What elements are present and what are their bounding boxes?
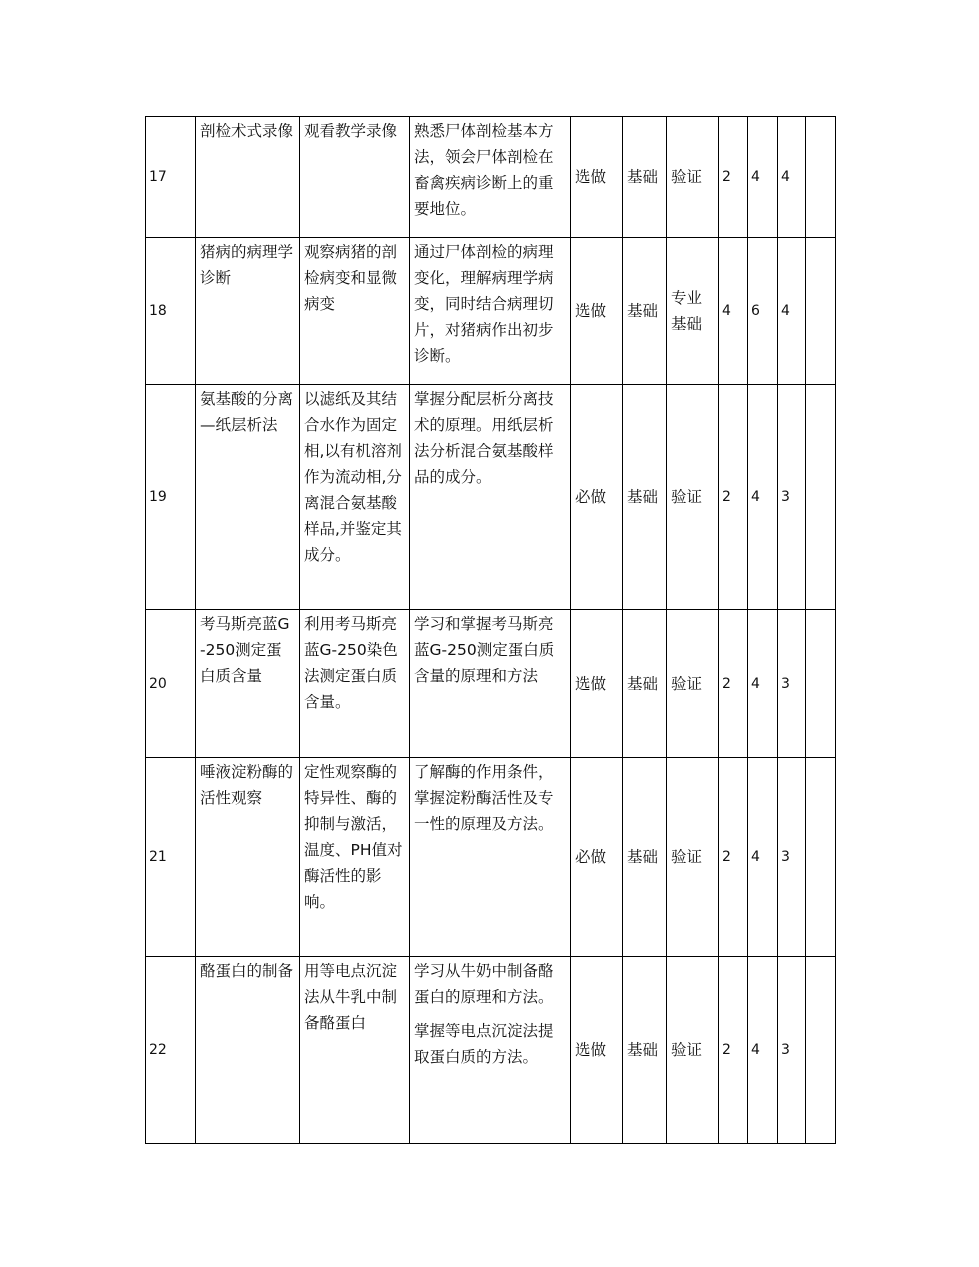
category: 基础	[623, 957, 667, 1144]
value-c: 4	[778, 238, 806, 385]
row-number: 17	[146, 117, 196, 238]
experiment-content: 用等电点沉淀法从牛乳中制备酪蛋白	[300, 957, 410, 1144]
row-number: 22	[146, 957, 196, 1144]
value-c: 3	[778, 385, 806, 610]
category: 基础	[623, 385, 667, 610]
row-number: 21	[146, 758, 196, 957]
value-d	[806, 238, 836, 385]
value-a: 2	[719, 610, 748, 758]
value-c: 3	[778, 957, 806, 1144]
experiment-type: 验证	[667, 117, 719, 238]
goal-text: 学习和掌握考马斯亮蓝G-250测定蛋白质含量的原理和方法	[414, 615, 555, 685]
value-d	[806, 957, 836, 1144]
value-a: 2	[719, 758, 748, 957]
requirement: 选做	[571, 117, 623, 238]
table-row	[146, 238, 836, 385]
experiment-content: 观察病猪的剖检病变和显微病变	[300, 238, 410, 385]
row-number: 19	[146, 385, 196, 610]
value-d	[806, 610, 836, 758]
requirement: 选做	[571, 957, 623, 1144]
experiment-goal	[410, 238, 571, 385]
experiment-goal	[410, 957, 571, 1144]
table-row	[146, 957, 836, 1144]
value-b: 4	[748, 758, 778, 957]
requirement: 必做	[571, 385, 623, 610]
experiment-type: 专业基础	[667, 238, 719, 385]
table-row	[146, 117, 836, 238]
experiment-goal	[410, 385, 571, 610]
goal-text: 掌握分配层析分离技术的原理。用纸层析法分析混合氨基酸样品的成分。	[414, 390, 554, 486]
goal-text: 通过尸体剖检的病理变化，理解病理学病变，同时结合病理切片，对猪病作出初步诊断。	[414, 243, 554, 365]
goal-text: 掌握等电点沉淀法提取蛋白质的方法。	[414, 1022, 554, 1066]
experiment-content: 定性观察酶的特异性、酶的抑制与激活，温度、PH值对酶活性的影响。	[300, 758, 410, 957]
requirement: 选做	[571, 238, 623, 385]
category: 基础	[623, 238, 667, 385]
requirement: 必做	[571, 758, 623, 957]
experiment-type: 验证	[667, 385, 719, 610]
value-b: 4	[748, 117, 778, 238]
value-c: 3	[778, 610, 806, 758]
value-b: 4	[748, 610, 778, 758]
requirement: 选做	[571, 610, 623, 758]
experiment-name: 氨基酸的分离—纸层析法	[196, 385, 300, 610]
experiment-type: 验证	[667, 758, 719, 957]
experiment-name: 考马斯亮蓝G-250测定蛋白质含量	[196, 610, 300, 758]
experiment-name: 酪蛋白的制备	[196, 957, 300, 1144]
experiment-goal	[410, 117, 571, 238]
value-d	[806, 385, 836, 610]
category: 基础	[623, 758, 667, 957]
value-a: 2	[719, 117, 748, 238]
experiment-goal	[410, 758, 571, 957]
value-b: 4	[748, 957, 778, 1144]
experiment-name: 猪病的病理学诊断	[196, 238, 300, 385]
goal-text: 学习从牛奶中制备酪蛋白的原理和方法。	[414, 962, 554, 1006]
goal-text: 熟悉尸体剖检基本方法，领会尸体剖检在畜禽疾病诊断上的重要地位。	[414, 122, 554, 218]
table-row	[146, 385, 836, 610]
value-d	[806, 758, 836, 957]
experiment-content: 观看教学录像	[300, 117, 410, 238]
value-a: 4	[719, 238, 748, 385]
experiment-table	[145, 116, 836, 1144]
value-c: 4	[778, 117, 806, 238]
experiment-name: 剖检术式录像	[196, 117, 300, 238]
experiment-goal	[410, 610, 571, 758]
value-a: 2	[719, 385, 748, 610]
experiment-name: 唾液淀粉酶的活性观察	[196, 758, 300, 957]
value-c: 3	[778, 758, 806, 957]
experiment-type: 验证	[667, 610, 719, 758]
value-b: 6	[748, 238, 778, 385]
table-row	[146, 610, 836, 758]
category: 基础	[623, 117, 667, 238]
experiment-content: 利用考马斯亮蓝G-250染色法测定蛋白质含量。	[300, 610, 410, 758]
row-number: 18	[146, 238, 196, 385]
value-d	[806, 117, 836, 238]
value-b: 4	[748, 385, 778, 610]
table-row	[146, 758, 836, 957]
experiment-content: 以滤纸及其结合水作为固定相,以有机溶剂作为流动相,分离混合氨基酸样品,并鉴定其成分。	[300, 385, 410, 610]
category: 基础	[623, 610, 667, 758]
experiment-type: 验证	[667, 957, 719, 1144]
value-a: 2	[719, 957, 748, 1144]
row-number: 20	[146, 610, 196, 758]
goal-text: 了解酶的作用条件，掌握淀粉酶活性及专一性的原理及方法。	[414, 763, 554, 833]
